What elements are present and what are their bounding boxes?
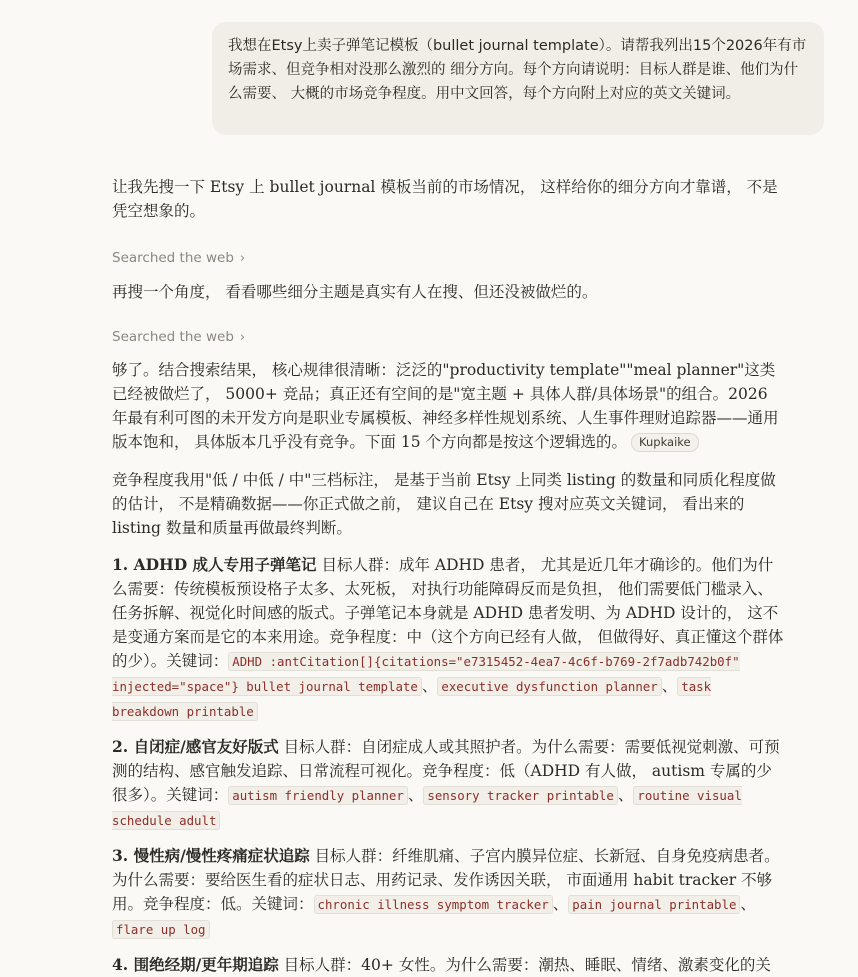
chevron-right-icon: › xyxy=(239,251,246,266)
keyword-code: autism friendly planner xyxy=(228,786,408,805)
searched-web-toggle-1[interactable] xyxy=(112,250,245,266)
item-body: 目标人群：40+ 女性。为什么需要：潮热、睡眠、情绪、激素变化的关 xyxy=(278,956,771,974)
chevron-right-icon: › xyxy=(239,330,246,345)
citation-chip[interactable]: Kupkaike xyxy=(631,433,699,452)
keyword-code: task breakdown printable xyxy=(112,679,712,719)
item-title: 3. 慢性病/慢性疼痛症状追踪 xyxy=(112,846,310,865)
response-intro xyxy=(112,175,784,223)
second-search-paragraph xyxy=(112,280,784,304)
separator: 、 xyxy=(617,786,634,804)
user-message-bubble xyxy=(212,22,824,135)
user-message-text: 我想在Etsy上卖子弹笔记模板（bullet journal template）。请帮我列出15个2026年有市场需求、但竞争相对没那么激烈的 细分方向。每个方向请说明：目标人群是谁、他们为什么需要、 大概的市场竞争程度。用中文回答，每个方向附上对应的英文关键词。 xyxy=(228,38,807,102)
intro-text: 让我先搜一下 Etsy 上 bullet journal 模板当前的市场情况， 这样给你的细分方向才靠谱， 不是凭空想象的。 xyxy=(112,178,778,220)
searched-label: Searched the web xyxy=(112,250,234,266)
item-body: 目标人群：自闭症成人或其照护者。为什么需要：需要低视觉刺激、可预测的结构、感官触发追踪、日常流程可视化。竞争程度：低（ADHD 有人做， autism 专属的少很多）。关键词： xyxy=(112,738,780,804)
note-text: 竞争程度我用"低 / 中低 / 中"三档标注， 是基于当前 Etsy 上同类 listing 的数量和同质化程度做的估计， 不是精确数据——你正式做之前， 建议自己在 Etsy 搜对应英文关键词， 看出来的 listing 数量和质量再做最终判断。 xyxy=(112,471,776,537)
note-paragraph xyxy=(112,468,784,540)
keyword-code: ADHD :antCitation[]{citations="e7315452-4ea7-4c6f-b769-2f7adb742b0f" injected="space"} bullet journal template xyxy=(112,654,740,694)
summary-paragraph xyxy=(112,358,784,454)
second-search-text: 再搜一个角度， 看看哪些细分主题是真实有人在搜、但还没被做烂的。 xyxy=(112,283,598,301)
list-item xyxy=(112,844,784,942)
keyword-code: flare up log xyxy=(112,920,210,939)
item-title: 2. 自闭症/感官友好版式 xyxy=(112,737,279,756)
item-body: 目标人群：纤维肌痛、子宫内膜异位症、长新冠、自身免疫病患者。为什么需要：要给医生看的症状日志、用药记录、发作诱因关联， 市面通用 habit tracker 不够用。竞争程度：低。关键词： xyxy=(112,847,780,913)
searched-web-toggle-2[interactable] xyxy=(112,329,245,345)
searched-label: Searched the web xyxy=(112,329,234,345)
item-title: 4. 围绝经期/更年期追踪 xyxy=(112,955,279,974)
separator: 、 xyxy=(661,677,678,695)
item-title: 1. ADHD 成人专用子弹笔记 xyxy=(112,555,317,574)
separator: 、 xyxy=(421,677,438,695)
list-item xyxy=(112,735,784,833)
keyword-code: pain journal printable xyxy=(568,895,740,914)
separator: 、 xyxy=(407,786,424,804)
summary-text: 够了。结合搜索结果， 核心规律很清晰：泛泛的"productivity template""meal planner"这类已经被做烂了， 5000+ 竞品；真正还有空间的是"宽主题 + 具体人群/具体场景"的组合。2026 年最有利可图的未开发方向是职业专属模板、神经多样性规划系统、人生事件理财追踪器——通用版本饱和， 具体版本几乎没有竞争。下面 15 个方向都是按这个逻辑选的。 xyxy=(112,361,779,451)
keyword-code: chronic illness symptom tracker xyxy=(314,895,553,914)
list-item xyxy=(112,953,784,977)
keyword-code: sensory tracker printable xyxy=(423,786,618,805)
separator: 、 xyxy=(552,895,569,913)
keyword-code: routine visual schedule adult xyxy=(112,788,742,828)
item-body: 目标人群：成年 ADHD 患者， 尤其是近几年才确诊的。他们为什么需要：传统模板预设格子太多、太死板， 对执行功能障碍反而是负担， 他们需要低门槛录入、任务拆解、视觉化时间感的版式。子弹笔记本身就是 ADHD 患者发明、为 ADHD 设计的， 这不是变通方案而是它的本来用途。竞争程度：中（这个方向已经有人做， 但做得好、真正懂这个群体的少）。关键词： xyxy=(112,556,784,670)
list-item xyxy=(112,553,784,724)
separator: 、 xyxy=(740,895,756,913)
keyword-code: executive dysfunction planner xyxy=(437,677,661,696)
